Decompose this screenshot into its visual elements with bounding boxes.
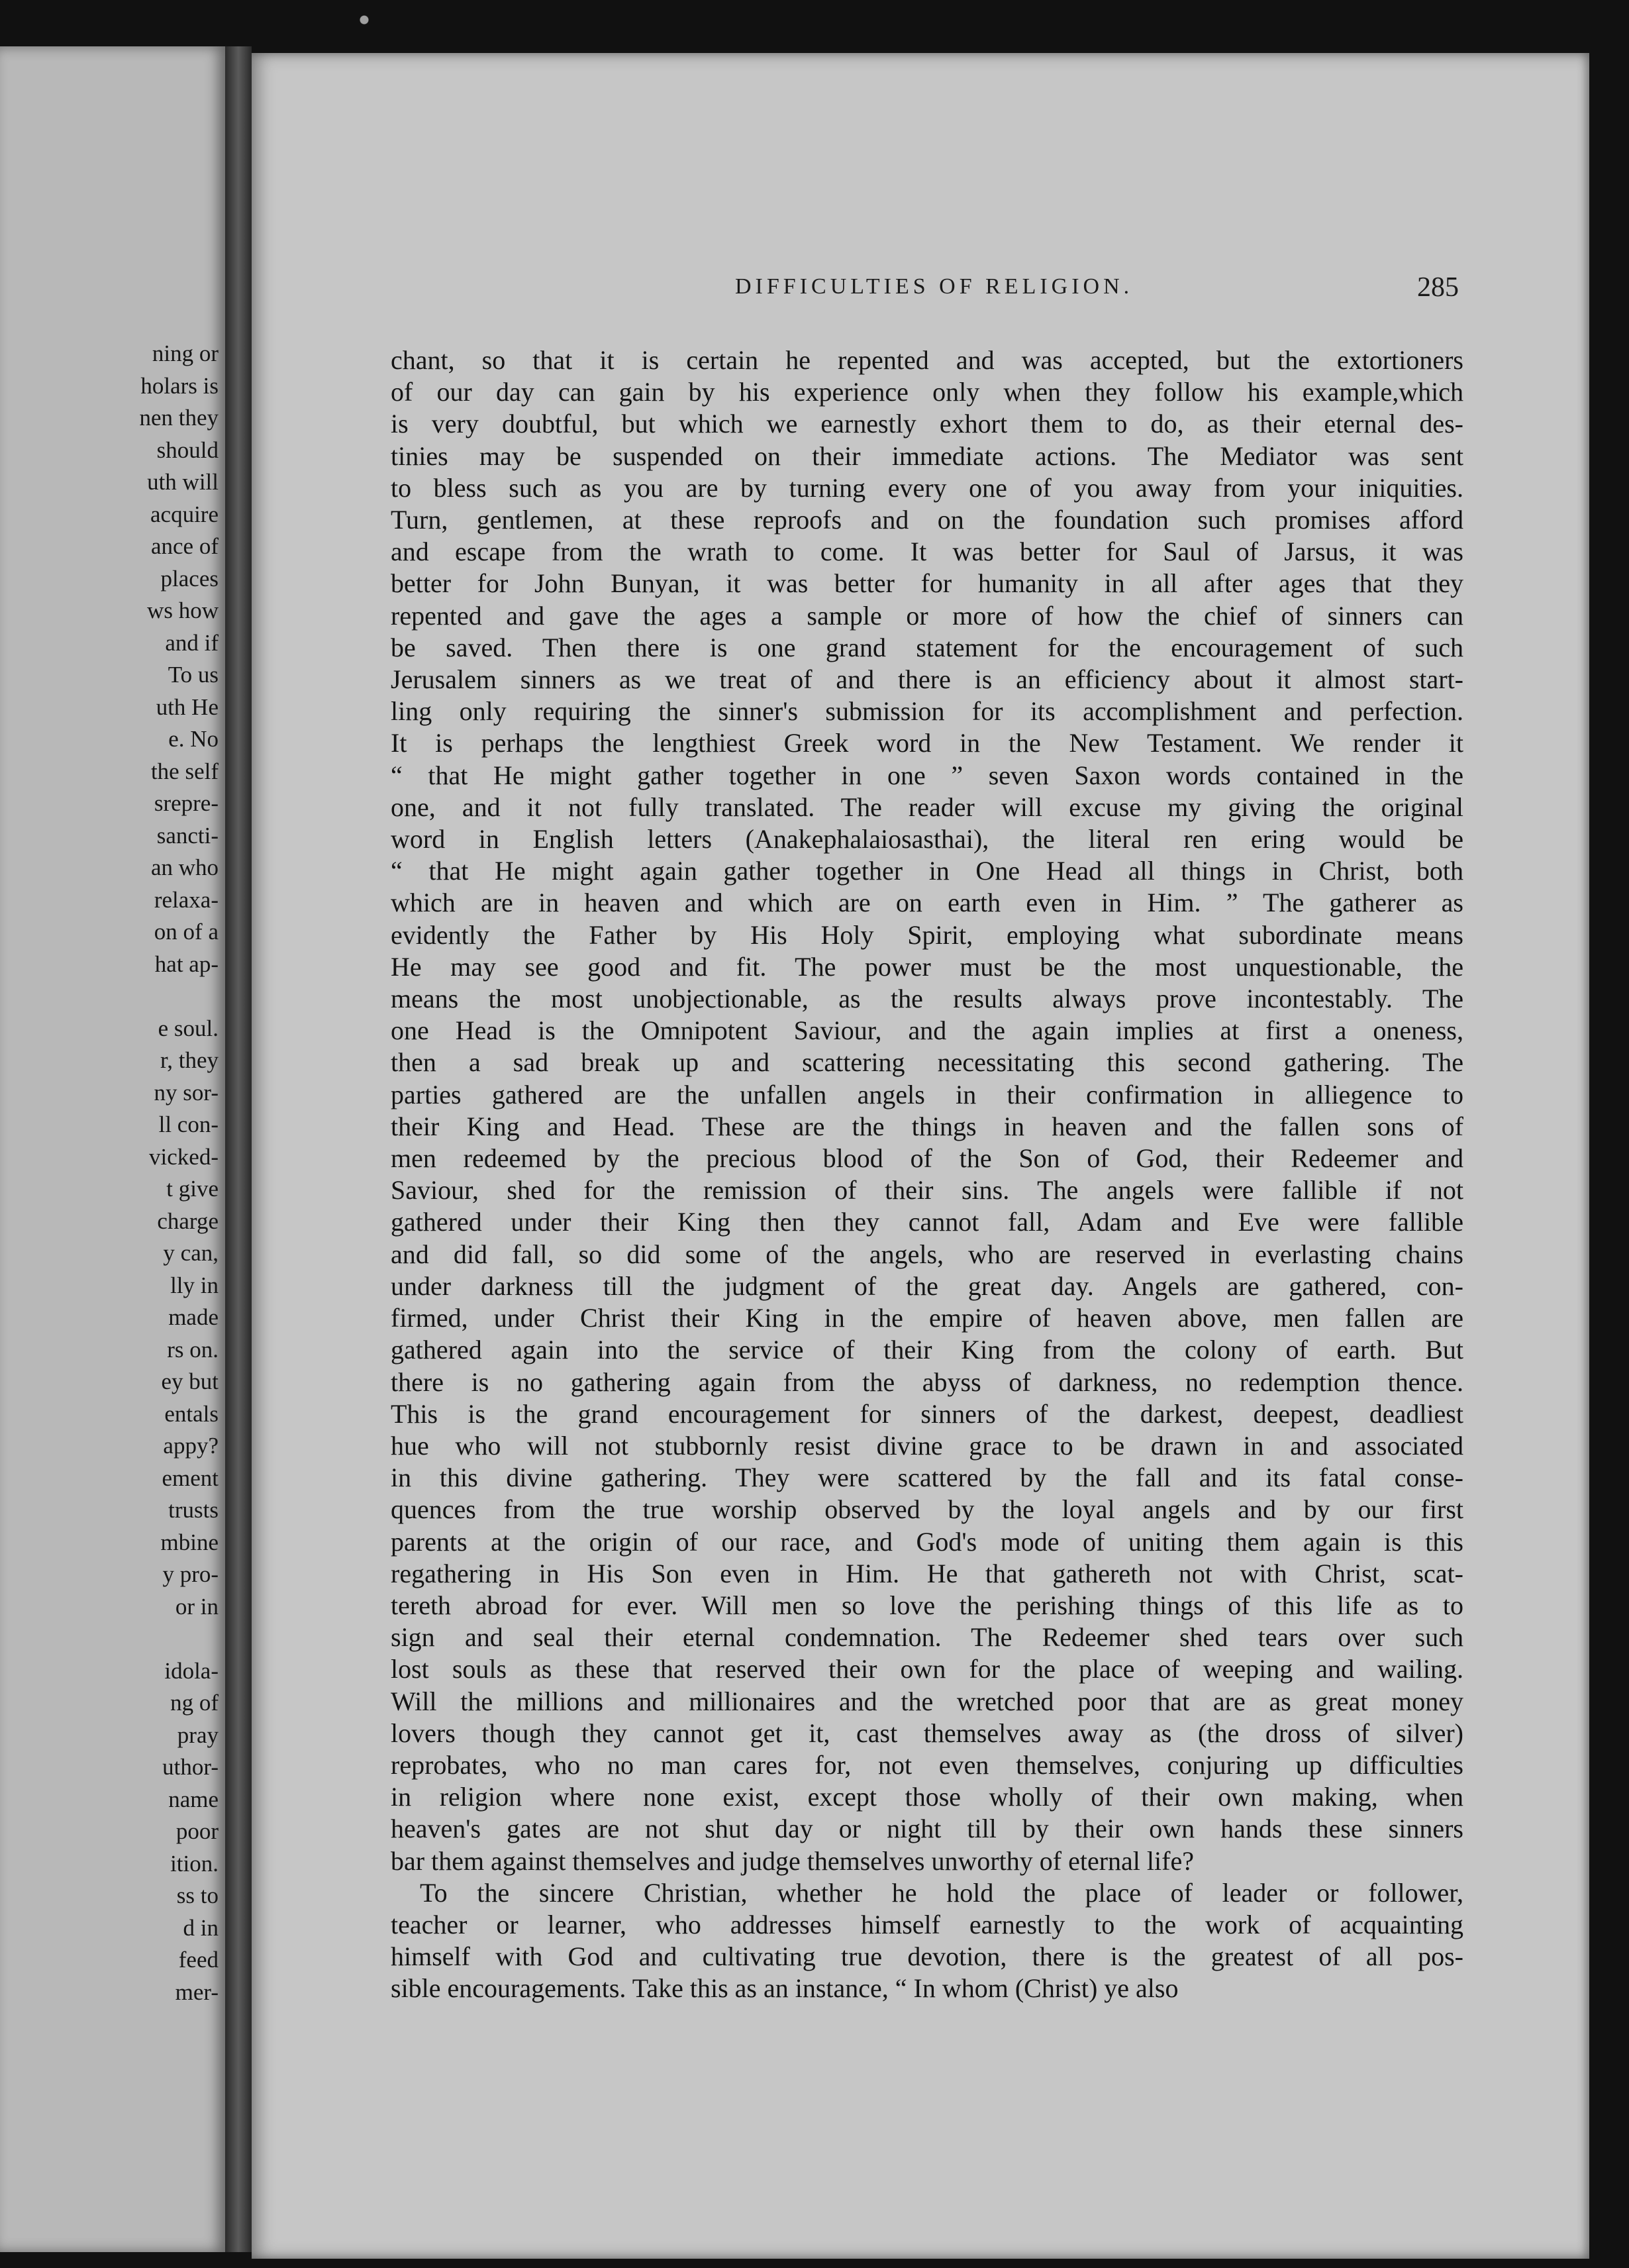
left-fragment-line: uth He xyxy=(156,694,219,720)
text-line: Will the millions and millionaires and the wretched poor that are as great money xyxy=(391,1686,1463,1716)
left-fragment-line: feed xyxy=(178,1947,219,1973)
left-fragment-line: y can, xyxy=(163,1240,219,1266)
text-line: reprobates, who no man cares for, not even themselves, conjuring up difficulties xyxy=(391,1749,1463,1780)
left-fragment-line: ny sor- xyxy=(154,1079,219,1106)
left-fragment-line: ning or xyxy=(152,340,219,366)
left-fragment-line: mer- xyxy=(175,1979,219,2005)
text-line: regathering in His Son even in Him. He that gathereth not with Christ, scat- xyxy=(391,1558,1463,1588)
left-fragment-line: entals xyxy=(164,1400,219,1427)
left-fragment-line: d in xyxy=(183,1914,219,1941)
text-line: evidently the Father by His Holy Spirit, employing what subordinate means xyxy=(391,919,1463,950)
text-line: tinies may be suspended on their immediate actions. The Mediator was sent xyxy=(391,440,1463,471)
text-line: quences from the true worship observed by the loyal angels and by our first xyxy=(391,1494,1463,1525)
left-fragment-line: nen they xyxy=(139,405,219,431)
text-line: Saviour, shed for the remission of their sins. The angels were fallible if not xyxy=(391,1175,1463,1206)
text-line: He may see good and fit. The power must be the most unquestionable, the xyxy=(391,951,1463,982)
text-line: firmed, under Christ their King in the empire of heaven above, men fallen are xyxy=(391,1303,1463,1333)
text-line: be saved. Then there is one grand statement for the encouragement of such xyxy=(391,632,1463,662)
text-line: there is no gathering again from the abyss of darkness, no redemption thence. xyxy=(391,1366,1463,1397)
left-fragment-line: srepre- xyxy=(154,790,219,816)
left-fragment-line: idola- xyxy=(164,1657,219,1684)
text-line: This is the grand encouragement for sinners of the darkest, deepest, deadliest xyxy=(391,1398,1463,1429)
left-fragment-line: ll con- xyxy=(158,1111,219,1137)
left-fragment-line: poor xyxy=(175,1818,219,1844)
left-fragment-line: t give xyxy=(166,1176,219,1202)
text-line: and escape from the wrath to come. It was better for Saul of Jarsus, it was xyxy=(391,537,1463,567)
left-fragment-line: vicked- xyxy=(149,1143,219,1170)
text-line: their King and Head. These are the things in heaven and the fallen sons of xyxy=(391,1111,1463,1141)
text-line: better for John Bunyan, it was better for humanity in all after ages that they xyxy=(391,568,1463,599)
text-line: gathered again into the service of their King from the colony of earth. But xyxy=(391,1335,1463,1365)
left-fragment-line: ance of xyxy=(150,533,219,559)
text-line: of our day can gain by his experience only when they follow his example,which xyxy=(391,377,1463,407)
left-fragment-line xyxy=(0,1623,219,1655)
text-line: himself with God and cultivating true devotion, there is the greatest of all pos- xyxy=(391,1941,1463,1972)
left-fragment-line: relaxa- xyxy=(154,886,219,913)
left-fragment-line: made xyxy=(168,1304,219,1330)
text-line: lost souls as these that reserved their own for the place of weeping and wailing. xyxy=(391,1654,1463,1684)
text-line: lovers though they cannot get it, cast themselves away as (the dross of silver) xyxy=(391,1718,1463,1748)
left-fragment-line: e soul. xyxy=(158,1015,219,1041)
text-line: gathered under their King then they cannot fall, Adam and Eve were fallible xyxy=(391,1207,1463,1237)
text-line: To the sincere Christian, whether he hold the place of leader or follower, xyxy=(420,1877,1463,1908)
text-line: bar them against themselves and judge themselves unworthy of eternal life? xyxy=(391,1845,1194,1876)
text-line: “ that He might again gather together in One Head all things in Christ, both xyxy=(391,856,1463,886)
text-line: then a sad break up and scattering necessitating this second gathering. The xyxy=(391,1047,1463,1078)
left-fragment-line: or in xyxy=(175,1593,219,1620)
text-line: in this divine gathering. They were scattered by the fall and its fatal conse- xyxy=(391,1463,1463,1493)
left-fragment-line xyxy=(0,980,219,1013)
text-line: one Head is the Omnipotent Saviour, and the again implies at first a oneness, xyxy=(391,1015,1463,1046)
text-line: sign and seal their eternal condemnation. The Redeemer shed tears over such xyxy=(391,1622,1463,1653)
text-line: heaven's gates are not shut day or night till by their own hands these sinners xyxy=(391,1814,1463,1844)
left-fragment-line: ey but xyxy=(161,1368,219,1394)
text-line: repented and gave the ages a sample or more of how the chief of sinners can xyxy=(391,600,1463,631)
text-line: and did fall, so did some of the angels, who are reserved in everlasting chains xyxy=(391,1239,1463,1269)
left-fragment-line: ition. xyxy=(170,1850,219,1877)
text-line: It is perhaps the lengthiest Greek word in the New Testament. We render it xyxy=(391,728,1463,758)
left-fragment-line: and if xyxy=(165,629,219,656)
text-line: parents at the origin of our race, and God's mode of uniting them again is this xyxy=(391,1526,1463,1557)
text-line: tereth abroad for ever. Will men so love the perishing things of this life as to xyxy=(391,1590,1463,1620)
text-line: one, and it not fully translated. The reader will excuse my giving the original xyxy=(391,792,1463,822)
left-fragment-line: To us xyxy=(168,662,219,688)
left-fragment-line: uthor- xyxy=(162,1754,219,1780)
left-fragment-line: acquire xyxy=(150,501,219,527)
left-fragment-line: trusts xyxy=(168,1497,219,1523)
text-line: parties gathered are the unfallen angels in their confirmation in alliegence to xyxy=(391,1079,1463,1109)
text-line: Turn, gentlemen, at these reproofs and on the foundation such promises afford xyxy=(391,505,1463,535)
left-fragment-line: an who xyxy=(150,854,219,880)
text-line: is very doubtful, but which we earnestly exhort them to do, as their eternal des- xyxy=(391,409,1463,439)
text-line: chant, so that it is certain he repented and was accepted, but the extortioners xyxy=(391,345,1463,375)
text-line: hue who will not stubbornly resist divine grace to be drawn in and associated xyxy=(391,1430,1463,1461)
left-fragment-line: should xyxy=(156,437,219,463)
text-line: to bless such as you are by turning every one of you away from your iniquities. xyxy=(391,472,1463,503)
text-line: under darkness till the judgment of the great day. Angels are gathered, con- xyxy=(391,1270,1463,1301)
left-fragment-line: ng of xyxy=(170,1690,219,1716)
text-line: sible encouragements. Take this as an instance, “ In whom (Christ) ye also xyxy=(391,1973,1179,2004)
text-line: word in English letters (Anakephalaiosasthai), the literal ren ering would be xyxy=(391,824,1463,854)
left-fragment-line: hat ap- xyxy=(154,951,219,977)
text-line: means the most unobjectionable, as the results always prove incontestably. The xyxy=(391,984,1463,1014)
left-fragment-line: y pro- xyxy=(162,1561,219,1587)
left-page-fragments xyxy=(0,338,219,2008)
body-text xyxy=(391,344,1463,2005)
page-number: 285 xyxy=(1417,272,1459,303)
left-fragment-line: rs on. xyxy=(167,1336,219,1363)
left-fragment-line: places xyxy=(160,565,219,592)
text-line: ling only requiring the sinner's submission for its accomplishment and perfection. xyxy=(391,696,1463,727)
text-line: in religion where none exist, except those wholly of their own making, when xyxy=(391,1782,1463,1812)
book-gutter xyxy=(225,46,252,2252)
left-fragment-line: on of a xyxy=(154,919,219,945)
running-title: DIFFICULTIES OF RELIGION. xyxy=(735,274,1134,299)
left-fragment-line: e. No xyxy=(168,726,219,752)
left-fragment-line: sancti- xyxy=(156,822,219,849)
text-line: which are in heaven and which are on earth even in Him. ” The gatherer as xyxy=(391,888,1463,918)
left-fragment-line: lly in xyxy=(170,1272,219,1298)
text-line: Jerusalem sinners as we treat of and there is an efficiency about it almost start- xyxy=(391,664,1463,695)
left-fragment-line: name xyxy=(168,1786,219,1812)
left-fragment-line: charge xyxy=(157,1208,219,1234)
left-fragment-line: ss to xyxy=(176,1882,219,1908)
left-fragment-line: ws how xyxy=(147,597,219,623)
left-fragment-line: uth will xyxy=(147,469,219,495)
text-line: “ that He might gather together in one ” seven Saxon words contained in the xyxy=(391,760,1463,790)
left-fragment-line: mbine xyxy=(160,1529,219,1555)
left-fragment-line: ement xyxy=(162,1465,219,1491)
left-fragment-line: r, they xyxy=(160,1047,219,1073)
text-line: teacher or learner, who addresses himself earnestly to the work of acquainting xyxy=(391,1909,1463,1939)
left-fragment-line: appy? xyxy=(163,1433,219,1459)
left-fragment-line: pray xyxy=(177,1722,219,1748)
edge-mark xyxy=(344,0,384,40)
left-page xyxy=(0,46,225,2252)
text-line: men redeemed by the precious blood of the Son of God, their Redeemer and xyxy=(391,1143,1463,1174)
left-fragment-line: the self xyxy=(150,758,219,784)
left-fragment-line: holars is xyxy=(140,372,219,399)
